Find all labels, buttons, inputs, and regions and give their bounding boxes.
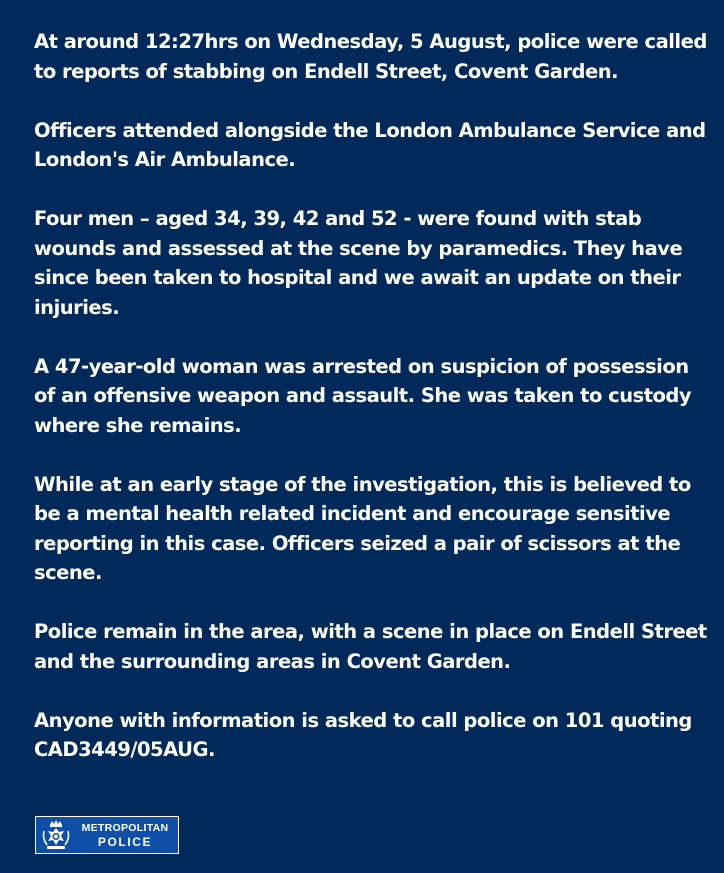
- statement-paragraph-scene: Police remain in the area, with a scene in place on Endell Street and the surrounding areas in Covent Garden.: [34, 620, 707, 673]
- logo-text-metropolitan: METROPOLITAN: [81, 822, 169, 834]
- metropolitan-police-logo: [35, 816, 179, 854]
- press-statement: [34, 27, 710, 794]
- statement-paragraph-victims: Four men – aged 34, 39, 42 and 52 - were found with stab wounds and assessed at the scene by paramedics. They have since been taken to hospital and we await an update on their injuries.: [34, 207, 683, 319]
- statement-paragraph-appeal: Anyone with information is asked to call police on 101 quoting CAD3449/05AUG.: [34, 708, 692, 761]
- statement-paragraph-investigation: While at an early stage of the investigation, this is believed to be a mental health related incident and encourage sensitive reporting in this case. Officers seized a pair of scissors at the scene.: [34, 472, 691, 584]
- statement-paragraph-arrest: A 47-year-old woman was arrested on suspicion of possession of an offensive weapon and assault. She was taken to custody where she remains.: [34, 354, 692, 437]
- statement-paragraph-response: Officers attended alongside the London Ambulance Service and London's Air Ambulance.: [34, 118, 706, 171]
- logo-wordmark: [75, 821, 178, 849]
- police-crest-icon: [37, 818, 75, 853]
- logo-text-police: POLICE: [97, 835, 153, 849]
- statement-paragraph-incident: At around 12:27hrs on Wednesday, 5 August, police were called to reports of stabbing on Endell Street, Covent Garden.: [34, 30, 707, 83]
